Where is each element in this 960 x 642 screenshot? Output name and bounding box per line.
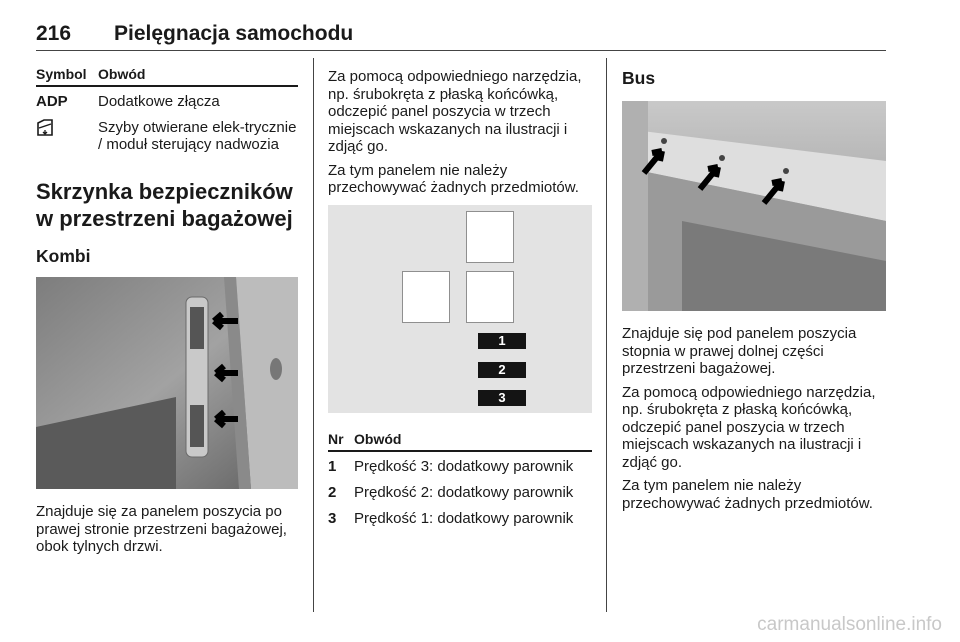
fuse-header-circuit: Obwód — [354, 423, 592, 451]
column-divider — [313, 58, 314, 612]
kombi-text: Znajduje się za panelem poszycia po prawej stronie przestrzeni bagażowej, obok tylnych drzwi. — [36, 503, 287, 555]
section-title: Skrzynka bezpieczników w przestrzeni bagażowej — [36, 179, 293, 231]
right-paragraph-1: Znajduje się pod panelem poszycia stopnia w prawej dolnej części przestrzeni bagażowej. — [622, 325, 857, 377]
right-paragraph-3: Za tym panelem nie należy przechowywać żadnych przedmiotów. — [622, 477, 873, 512]
symbol-cell — [36, 113, 98, 156]
fuse-circuit: Prędkość 2: dodatkowy parownik — [354, 483, 574, 501]
fuse-nr: 3 — [328, 509, 337, 527]
symbol-cell: ADP — [36, 93, 68, 110]
fuse-circuit: Prędkość 3: dodatkowy parownik — [354, 457, 574, 475]
middle-paragraph-2: Za tym panelem nie należy przechowywać żadnych przedmiotów. — [328, 161, 579, 196]
bus-photo — [622, 101, 886, 311]
kombi-heading: Kombi — [36, 246, 91, 266]
fuse-header-nr: Nr — [328, 423, 354, 451]
fuse-nr: 1 — [328, 457, 337, 475]
table-row — [328, 478, 592, 504]
right-paragraph-2: Za pomocą odpowiedniego narzędzia, np. śrubokręta z płaską końcówką, odczepić panel poszycia w trzech miejscach wskazanych na ilustracji i zdjąć go. — [622, 383, 876, 471]
kombi-photo-image — [36, 277, 298, 489]
fuse-circuit: Prędkość 1: dodatkowy parownik — [354, 509, 574, 527]
fuse-label: 2 — [478, 362, 526, 378]
power-window-icon — [36, 119, 54, 137]
symbols-header-circuit: Obwód — [98, 58, 298, 86]
relay-slot — [466, 211, 514, 263]
fuse-box-diagram — [328, 205, 592, 413]
table-row — [36, 86, 298, 113]
page-number: 216 — [36, 22, 72, 45]
watermark: carmanualsonline.info — [757, 614, 942, 635]
column-divider — [606, 58, 607, 612]
fuse-label: 3 — [478, 390, 526, 406]
bus-photo-image — [622, 101, 886, 311]
kombi-photo — [36, 277, 298, 489]
column-left — [36, 58, 298, 562]
symbols-table — [36, 58, 298, 156]
table-row — [328, 451, 592, 478]
symbols-header-symbol: Symbol — [36, 58, 98, 86]
fuse-label: 1 — [478, 333, 526, 349]
fuse-nr: 2 — [328, 483, 337, 501]
circuit-cell: Szyby otwierane elek-trycznie / moduł sterujący nadwozia — [98, 119, 297, 153]
table-row — [328, 504, 592, 530]
page-title: Pielęgnacja samochodu — [114, 22, 354, 45]
bus-heading: Bus — [622, 68, 656, 88]
circuit-cell: Dodatkowe złącza — [98, 93, 220, 110]
fuse-table — [328, 423, 592, 530]
column-right — [622, 58, 886, 518]
page-header — [36, 22, 886, 46]
header-rule — [36, 50, 886, 51]
table-row — [36, 113, 298, 156]
column-middle — [328, 58, 592, 530]
middle-paragraph-1: Za pomocą odpowiedniego narzędzia, np. śrubokręta z płaską końcówką, odczepić panel poszycia w trzech miejscach wskazanych na ilustracji i zdjąć go. — [328, 68, 582, 155]
relay-slot — [402, 271, 450, 323]
relay-slot — [466, 271, 514, 323]
